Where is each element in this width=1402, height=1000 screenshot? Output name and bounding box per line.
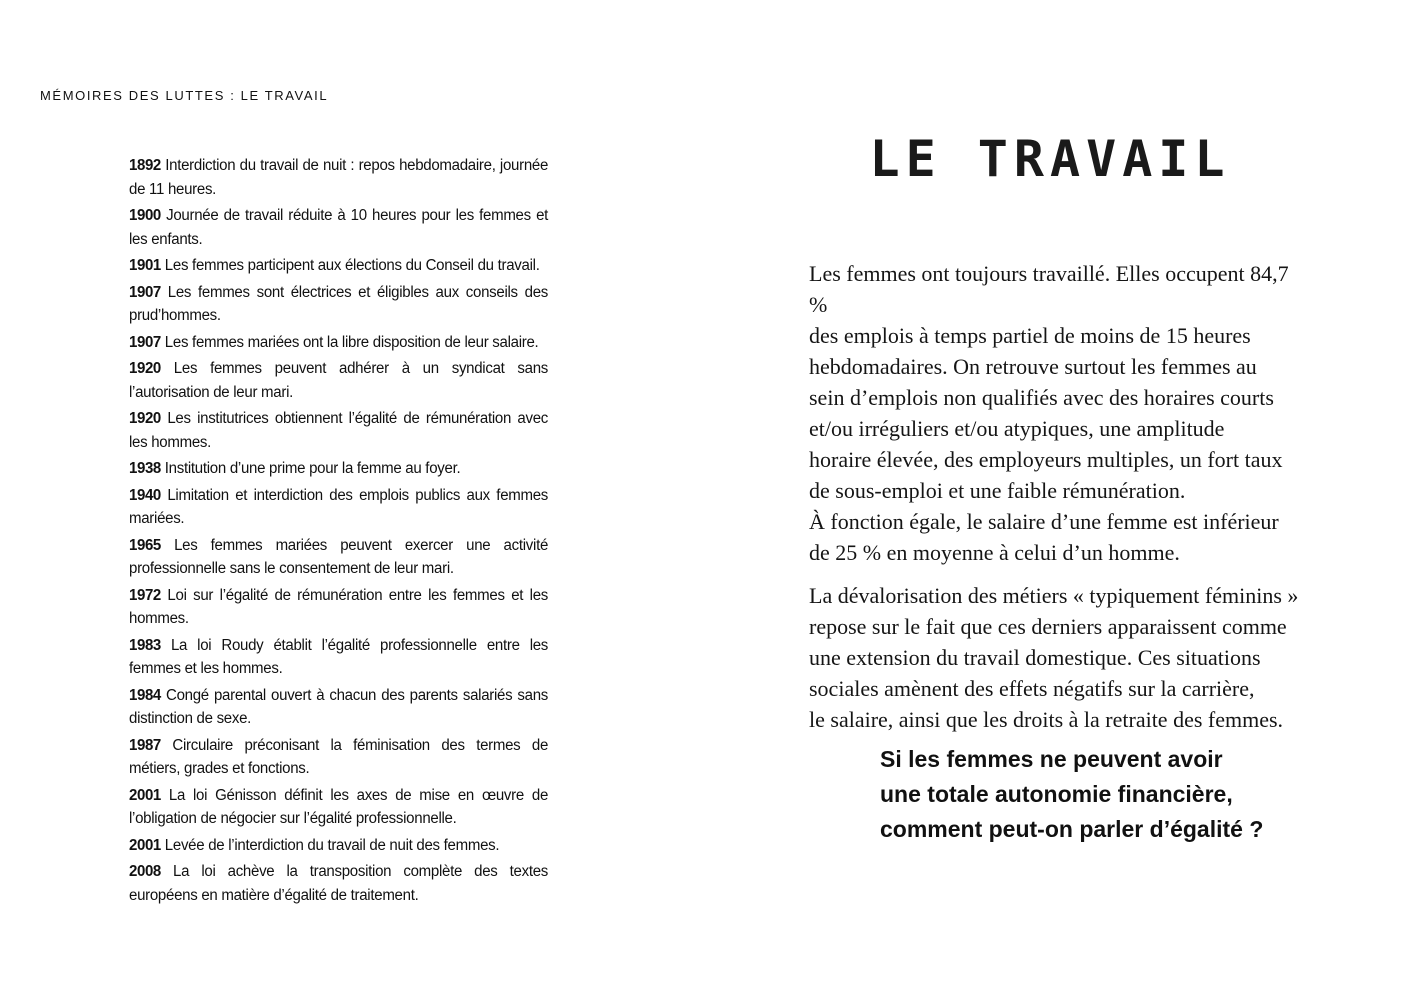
- timeline-year: 1987: [129, 736, 161, 754]
- body-paragraph: Les femmes ont toujours travaillé. Elles occupent 84,7 % des emplois à temps partiel de moins de 15 heures hebdomadaires. On retrouve surtout les femmes au sein d’emplois non qualifiés avec des horaires courts et/ou irréguliers et/ou atypiques, une amplitude horaire élevée, des employeurs multiples, un fort taux de sous-emploi et une faible rémunération. À fonction égale, le salaire d’une femme est inférieur de 25 % en moyenne à celui d’un homme.: [809, 261, 1289, 565]
- timeline-text: Journée de travail réduite à 10 heures pour les femmes et les enfants.: [129, 207, 549, 248]
- timeline-year: 1920: [129, 360, 161, 377]
- timeline-year: 1901: [129, 257, 161, 274]
- timeline-entry: [129, 634, 548, 681]
- timeline-year: 1907: [129, 333, 161, 351]
- timeline-entry: [129, 584, 548, 631]
- timeline-entry: [129, 734, 548, 781]
- timeline-text: Levée de l’interdiction du travail de nuit des femmes.: [164, 836, 500, 854]
- timeline: [129, 154, 561, 910]
- timeline-entry: [129, 331, 548, 355]
- timeline-year: 2001: [129, 786, 161, 804]
- timeline-year: 1938: [129, 460, 161, 477]
- timeline-entry: [129, 684, 548, 731]
- timeline-text: Les femmes peuvent adhérer à un syndicat sans l’autorisation de leur mari.: [129, 360, 549, 401]
- timeline-text: Loi sur l’égalité de rémunération entre les femmes et les hommes.: [129, 586, 549, 627]
- timeline-entry: [129, 834, 548, 858]
- body-paragraph: La dévalorisation des métiers « typiquement féminins » repose sur le fait que ces derniers apparaissent comme une extension du travail domestique. Ces situations sociales amènent des effets négatifs sur la carrière, le salaire, ainsi que les droits à la retraite des femmes.: [809, 583, 1299, 732]
- timeline-text: Les femmes mariées ont la libre disposition de leur salaire.: [164, 333, 539, 351]
- timeline-entry: [129, 204, 548, 251]
- timeline-text: Institution d’une prime pour la femme au foyer.: [164, 460, 461, 477]
- timeline-year: 1983: [129, 636, 161, 654]
- timeline-year: 2008: [129, 863, 161, 880]
- timeline-year: 1984: [129, 686, 161, 704]
- callout-question: Si les femmes ne peuvent avoir une totale autonomie financière, comment peut-on parler d’égalité ?: [880, 746, 1264, 842]
- page-title: LE TRAVAIL: [869, 130, 1231, 188]
- timeline-entry: [129, 457, 548, 481]
- timeline-year: 1892: [129, 157, 161, 174]
- timeline-year: 1920: [129, 410, 161, 427]
- running-header: MÉMOIRES DES LUTTES : LE TRAVAIL: [40, 88, 329, 103]
- timeline-entry: [129, 357, 548, 404]
- timeline-year: 1907: [129, 283, 161, 301]
- timeline-text: Les femmes mariées peuvent exercer une activité professionnelle sans le consentement de leur mari.: [129, 536, 549, 577]
- timeline-text: Circulaire préconisant la féminisation des termes de métiers, grades et fonctions.: [129, 736, 549, 777]
- timeline-text: Congé parental ouvert à chacun des parents salariés sans distinction de sexe.: [129, 686, 549, 727]
- timeline-text: La loi Roudy établit l’égalité professionnelle entre les femmes et les hommes.: [129, 636, 549, 677]
- timeline-year: 1940: [129, 486, 161, 504]
- timeline-year: 1965: [129, 536, 161, 554]
- timeline-entry: [129, 484, 548, 531]
- timeline-text: Limitation et interdiction des emplois publics aux femmes mariées.: [129, 486, 549, 527]
- timeline-text: Les femmes participent aux élections du Conseil du travail.: [164, 257, 540, 274]
- timeline-text: Interdiction du travail de nuit : repos hebdomadaire, journée de 11 heures.: [129, 157, 549, 198]
- timeline-entry: [129, 534, 548, 581]
- timeline-entry: [129, 154, 548, 201]
- timeline-text: La loi Génisson définit les axes de mise en œuvre de l’obligation de négocier sur l’égalité professionnelle.: [129, 786, 549, 827]
- timeline-entry: [129, 254, 548, 278]
- timeline-year: 1900: [129, 207, 161, 224]
- body-text: [809, 258, 1309, 735]
- timeline-text: Les institutrices obtiennent l’égalité de rémunération avec les hommes.: [129, 410, 549, 451]
- timeline-entry: [129, 860, 548, 907]
- timeline-text: La loi achève la transposition complète des textes européens en matière d’égalité de traitement.: [129, 863, 549, 904]
- timeline-entry: [129, 281, 548, 328]
- timeline-year: 1972: [129, 586, 161, 604]
- timeline-text: Les femmes sont électrices et éligibles aux conseils des prud’hommes.: [129, 283, 549, 324]
- timeline-year: 2001: [129, 836, 161, 854]
- timeline-entry: [129, 784, 548, 831]
- timeline-entry: [129, 407, 548, 454]
